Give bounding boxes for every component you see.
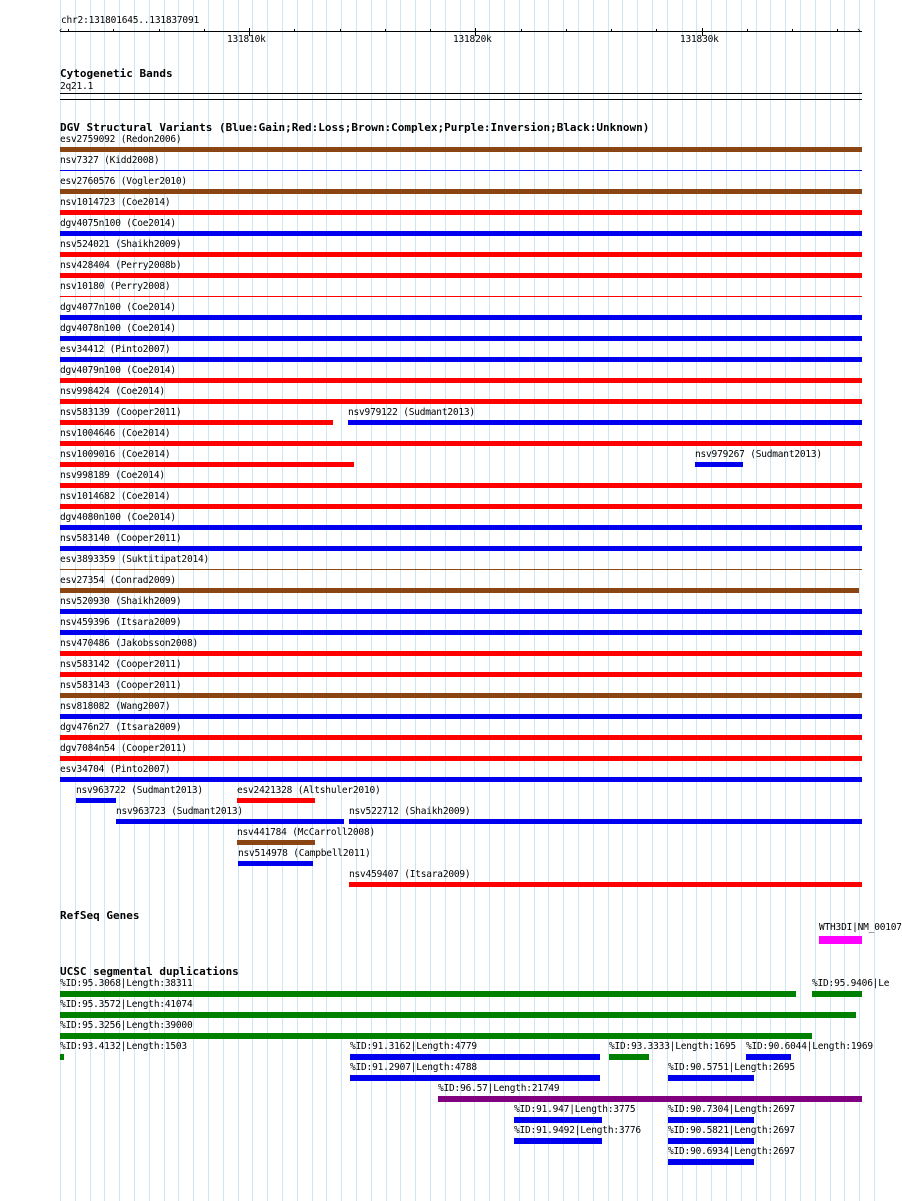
sv-bar (60, 273, 862, 278)
ruler-minor-tick (702, 29, 703, 32)
gridline (608, 0, 609, 1201)
sv-bar (60, 672, 862, 677)
sv-label: nsv583140 (Cooper2011) (60, 533, 182, 544)
gridline (297, 0, 298, 1201)
sv-bar (60, 441, 862, 446)
sv-bar (60, 609, 862, 614)
sv-bar (60, 735, 862, 740)
segdup-label: %ID:90.5821|Length:2697 (668, 1125, 795, 1136)
sv-label: esv34412 (Pinto2007) (60, 344, 171, 355)
cytoband-line-top (60, 93, 862, 94)
sv-bar (60, 296, 862, 297)
sv-label: esv34704 (Pinto2007) (60, 764, 171, 775)
sv-label: nsv998189 (Coe2014) (60, 470, 165, 481)
segdup-label: %ID:90.6934|Length:2697 (668, 1146, 795, 1157)
gridline (430, 0, 431, 1201)
ruler-minor-tick (747, 29, 748, 32)
sv-bar (60, 777, 862, 782)
gridline (637, 0, 638, 1201)
segdup-bar (668, 1138, 754, 1144)
gridline (193, 0, 194, 1201)
sv-bar (60, 336, 862, 341)
sv-label: esv2421328 (Altshuler2010) (237, 785, 381, 796)
gridline (386, 0, 387, 1201)
sv-label: nsv583139 (Cooper2011) (60, 407, 182, 418)
sv-bar (60, 525, 862, 530)
sv-label: nsv963722 (Sudmant2013) (76, 785, 203, 796)
sv-label: nsv963723 (Sudmant2013) (116, 806, 243, 817)
ruler-minor-tick (656, 29, 657, 32)
sv-bar (238, 861, 313, 866)
sv-bar (60, 630, 862, 635)
sv-label: nsv1014682 (Coe2014) (60, 491, 171, 502)
gridline (356, 0, 357, 1201)
refseq-gene-bar (819, 936, 862, 944)
sv-bar (76, 798, 116, 803)
gridline (460, 0, 461, 1201)
segdup-track-title: UCSC segmental duplications (60, 965, 239, 978)
sv-label: nsv979267 (Sudmant2013) (695, 449, 822, 460)
segdup-label: %ID:90.6044|Length:1969 (746, 1041, 873, 1052)
gridline (282, 0, 283, 1201)
sv-label: nsv979122 (Sudmant2013) (348, 407, 475, 418)
gridline (741, 0, 742, 1201)
sv-label: dgv4078n100 (Coe2014) (60, 323, 176, 334)
gridline (815, 0, 816, 1201)
sv-bar (60, 569, 862, 570)
ruler-minor-tick (385, 29, 386, 32)
segdup-bar (350, 1054, 600, 1060)
ruler-tick-label: 131830k (680, 34, 719, 45)
sv-bar (60, 399, 862, 404)
gridline (534, 0, 535, 1201)
gridline (800, 0, 801, 1201)
sv-bar (60, 756, 862, 761)
sv-label: nsv1014723 (Coe2014) (60, 197, 171, 208)
sv-bar (60, 504, 862, 509)
sv-bar (60, 483, 862, 488)
gridline (756, 0, 757, 1201)
sv-bar (60, 714, 862, 719)
sv-label: nsv470486 (Jakobsson2008) (60, 638, 198, 649)
segdup-label: %ID:95.3068|Length:38311 (60, 978, 193, 989)
segdup-bar (514, 1117, 602, 1123)
sv-bar (60, 210, 862, 215)
gridline (252, 0, 253, 1201)
segdup-label: %ID:91.3162|Length:4779 (350, 1041, 477, 1052)
ruler-minor-tick (521, 29, 522, 32)
gridline (445, 0, 446, 1201)
gridline (859, 0, 860, 1201)
segdup-label: %ID:90.5751|Length:2695 (668, 1062, 795, 1073)
sv-label: nsv459407 (Itsara2009) (349, 869, 471, 880)
gridline (371, 0, 372, 1201)
refseq-gene-label: WTH3DI|NM_00107 (819, 922, 902, 933)
gridline (489, 0, 490, 1201)
segdup-bar (350, 1075, 600, 1081)
segdup-bar (60, 1054, 64, 1060)
ruler-minor-tick (792, 29, 793, 32)
segdup-bar (438, 1096, 862, 1102)
sv-label: esv3893359 (Suktitipat2014) (60, 554, 210, 565)
sv-bar (60, 147, 862, 152)
sv-label: nsv459396 (Itsara2009) (60, 617, 182, 628)
sv-label: nsv1009016 (Coe2014) (60, 449, 171, 460)
gridline (341, 0, 342, 1201)
gridline (696, 0, 697, 1201)
sv-label: dgv4075n100 (Coe2014) (60, 218, 176, 229)
sv-label: nsv998424 (Coe2014) (60, 386, 165, 397)
segdup-label: %ID:93.3333|Length:1695 (609, 1041, 736, 1052)
sv-label: nsv10180 (Perry2008) (60, 281, 171, 292)
gridline (415, 0, 416, 1201)
gridline (474, 0, 475, 1201)
sv-label: nsv428404 (Perry2008b) (60, 260, 182, 271)
sv-bar (60, 378, 862, 383)
sv-label: dgv4080n100 (Coe2014) (60, 512, 176, 523)
ruler-region-label: chr2:131801645..131837091 (61, 15, 199, 26)
segdup-bar (60, 991, 796, 997)
ruler-minor-tick (340, 29, 341, 32)
sv-label: dgv7084n54 (Cooper2011) (60, 743, 187, 754)
ruler-minor-tick (294, 29, 295, 32)
sv-bar (60, 546, 862, 551)
sv-bar (349, 882, 862, 887)
gridline (652, 0, 653, 1201)
cytoband-line-bottom (60, 99, 862, 100)
sv-bar (116, 819, 344, 824)
sv-bar (60, 189, 862, 194)
sv-bar (349, 819, 862, 824)
sv-label: nsv583143 (Cooper2011) (60, 680, 182, 691)
ruler-minor-tick (566, 29, 567, 32)
gridline (726, 0, 727, 1201)
gridline (770, 0, 771, 1201)
cytoband-title: Cytogenetic Bands (60, 67, 173, 80)
gridline (238, 0, 239, 1201)
gridline (622, 0, 623, 1201)
sv-bar (60, 588, 859, 593)
sv-label: esv2759092 (Redon2006) (60, 134, 182, 145)
sv-label: nsv441784 (McCarroll2008) (237, 827, 375, 838)
gridline (312, 0, 313, 1201)
gridline (785, 0, 786, 1201)
ruler-minor-tick (113, 29, 114, 32)
sv-bar (60, 170, 862, 171)
segdup-label: %ID:90.7304|Length:2697 (668, 1104, 795, 1115)
segdup-bar (609, 1054, 649, 1060)
ruler-minor-tick (68, 29, 69, 32)
cytoband-label: 2q21.1 (60, 81, 94, 92)
segdup-label: %ID:91.9492|Length:3776 (514, 1125, 641, 1136)
segdup-bar (668, 1075, 754, 1081)
ruler-minor-tick (475, 29, 476, 32)
segdup-bar (60, 1012, 856, 1018)
segdup-label: %ID:95.3572|Length:41074 (60, 999, 193, 1010)
gridline (326, 0, 327, 1201)
sv-bar (60, 420, 333, 425)
sv-bar (348, 420, 862, 425)
ruler-arrow-right: › (856, 26, 862, 36)
sv-bar (60, 693, 862, 698)
sv-label: nsv818082 (Wang2007) (60, 701, 171, 712)
segdup-bar (514, 1138, 602, 1144)
sv-bar (60, 231, 862, 236)
segdup-label: %ID:95.9406|Le (812, 978, 890, 989)
gridline (874, 0, 875, 1201)
gridline (400, 0, 401, 1201)
ruler-tick-label: 131820k (453, 34, 492, 45)
segdup-label: %ID:91.947|Length:3775 (514, 1104, 636, 1115)
sv-bar (60, 651, 862, 656)
gridline (208, 0, 209, 1201)
sv-label: nsv1004646 (Coe2014) (60, 428, 171, 439)
sv-bar (60, 462, 354, 467)
refseq-track-title: RefSeq Genes (60, 909, 140, 922)
sv-label: nsv522712 (Shaikh2009) (349, 806, 471, 817)
ruler-minor-tick (159, 29, 160, 32)
gridline (844, 0, 845, 1201)
segdup-label: %ID:95.3256|Length:39000 (60, 1020, 193, 1031)
ruler-minor-tick (430, 29, 431, 32)
gridline (830, 0, 831, 1201)
segdup-label: %ID:91.2907|Length:4788 (350, 1062, 477, 1073)
sv-bar (60, 315, 862, 320)
segdup-bar (60, 1033, 812, 1039)
ruler-minor-tick (611, 29, 612, 32)
gridline (548, 0, 549, 1201)
sv-label: dgv476n27 (Itsara2009) (60, 722, 182, 733)
gridline (593, 0, 594, 1201)
sv-bar (60, 252, 862, 257)
gridline (223, 0, 224, 1201)
sv-bar (60, 357, 862, 362)
sv-label: esv2760576 (Vogler2010) (60, 176, 187, 187)
gridline (267, 0, 268, 1201)
segdup-label: %ID:96.57|Length:21749 (438, 1083, 560, 1094)
segdup-bar (668, 1117, 754, 1123)
sv-bar (237, 840, 315, 845)
gridline (563, 0, 564, 1201)
ruler-tick-label: 131810k (227, 34, 266, 45)
gridline (711, 0, 712, 1201)
segdup-bar (746, 1054, 791, 1060)
sv-label: dgv4077n100 (Coe2014) (60, 302, 176, 313)
sv-label: nsv514978 (Campbell2011) (238, 848, 371, 859)
segdup-bar (668, 1159, 754, 1165)
ruler-arrow-left: ‹ (58, 26, 64, 36)
segdup-label: %ID:93.4132|Length:1503 (60, 1041, 187, 1052)
ruler-axis (60, 31, 862, 32)
sv-bar (237, 798, 315, 803)
dgv-track-title: DGV Structural Variants (Blue:Gain;Red:Loss;Brown:Complex;Purple:Inversion;Black:Unknown) (60, 121, 650, 134)
gridline (682, 0, 683, 1201)
sv-label: nsv524021 (Shaikh2009) (60, 239, 182, 250)
segdup-bar (812, 991, 862, 997)
ruler-minor-tick (249, 29, 250, 32)
gridline (519, 0, 520, 1201)
gridline (504, 0, 505, 1201)
gridline (667, 0, 668, 1201)
sv-label: nsv7327 (Kidd2008) (60, 155, 160, 166)
ruler-minor-tick (204, 29, 205, 32)
sv-label: dgv4079n100 (Coe2014) (60, 365, 176, 376)
sv-bar (695, 462, 743, 467)
gridline (578, 0, 579, 1201)
sv-label: nsv583142 (Cooper2011) (60, 659, 182, 670)
sv-label: nsv520930 (Shaikh2009) (60, 596, 182, 607)
sv-label: esv27354 (Conrad2009) (60, 575, 176, 586)
ruler-minor-tick (837, 29, 838, 32)
